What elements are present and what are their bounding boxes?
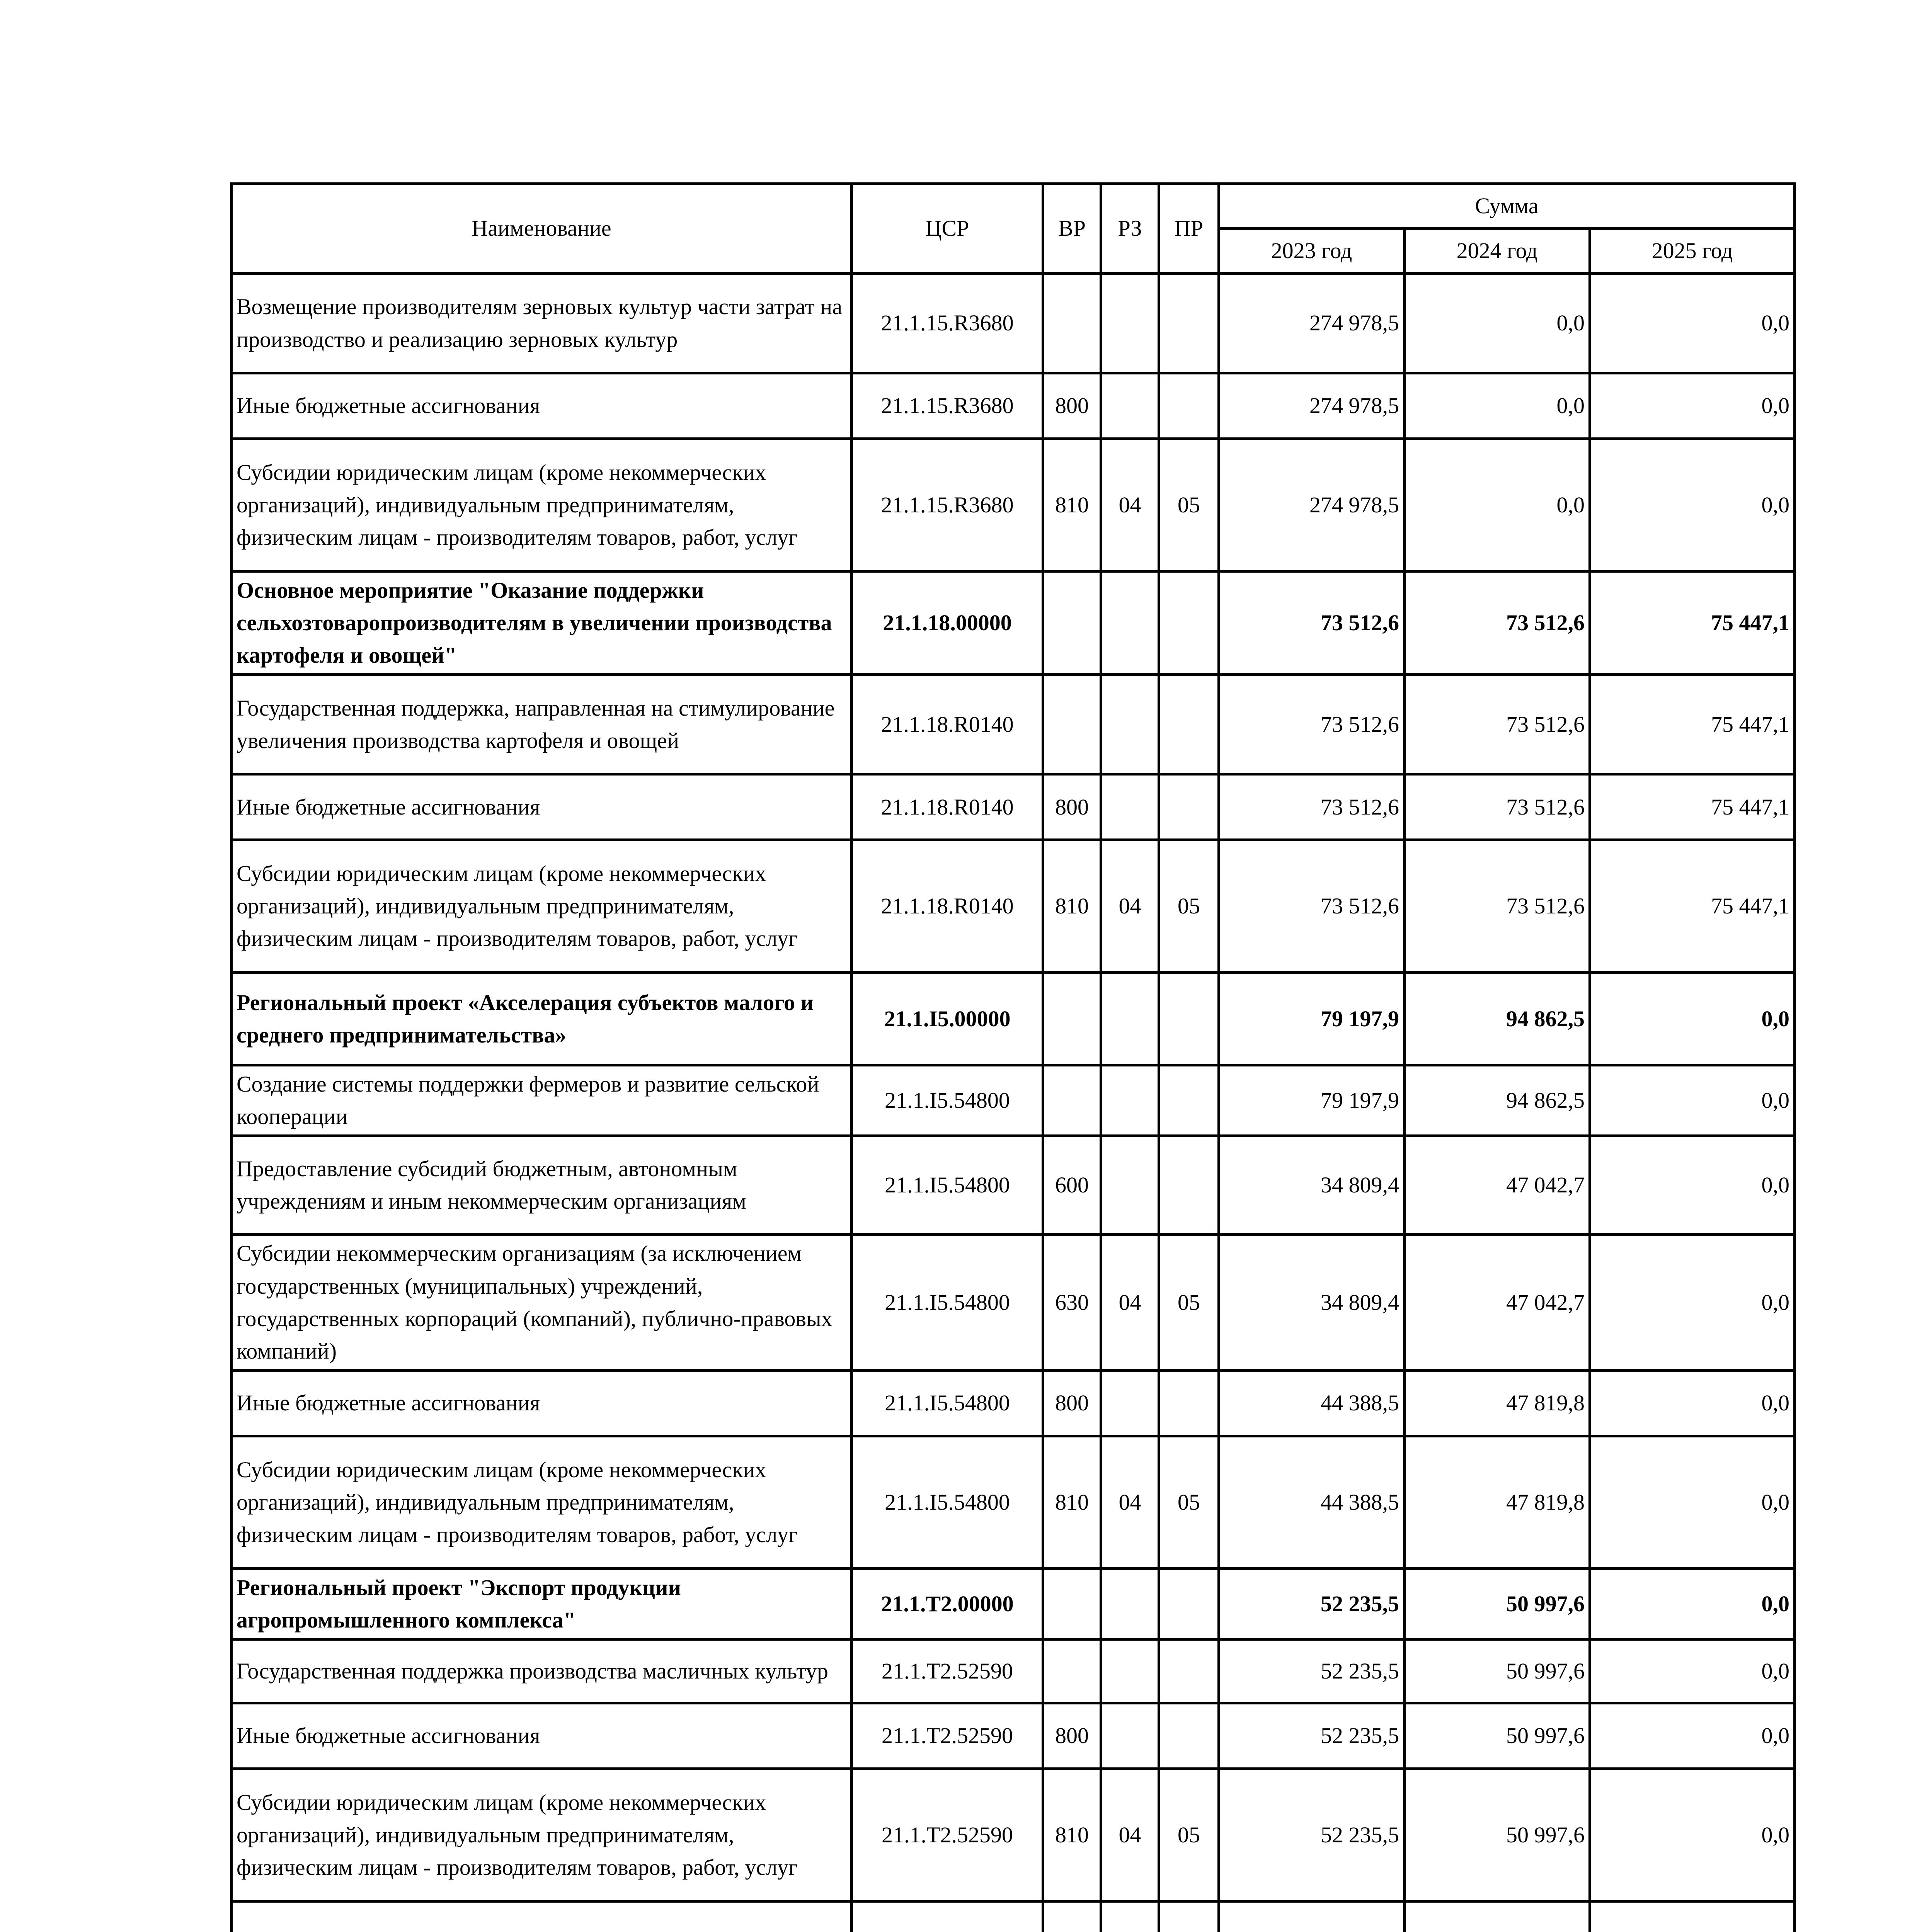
header-name: Наименование [232,184,852,274]
table-row [232,1703,1795,1769]
row-rz [1101,1901,1159,1932]
table-row [232,1436,1795,1568]
row-name: Региональный проект «Акселерация субъектов малого и среднего предпринимательства» [232,973,852,1065]
row-pr [1159,1136,1219,1235]
row-vr: 800 [1043,774,1101,840]
row-sum-2024: 73 512,6 [1405,774,1590,840]
row-name: Возмещение производителям зерновых культур части затрат на производство и реализацию зерновых культур [232,274,852,373]
row-csr: 21.1.I5.54800 [852,1065,1043,1136]
header-pr: ПР [1159,184,1219,274]
row-name: Иные бюджетные ассигнования [232,774,852,840]
row-name: Региональный проект "Экспорт продукции агропромышленного комплекса" [232,1568,852,1639]
row-csr: 21.1.I5.54800 [852,1370,1043,1436]
header-csr: ЦСР [852,184,1043,274]
row-sum-2025: 0,0 [1590,1769,1795,1901]
table-row [232,571,1795,675]
row-vr [1043,973,1101,1065]
row-sum-2024: 47 042,7 [1405,1136,1590,1235]
row-sum-2025: 75 447,1 [1590,840,1795,973]
header-year-2023: 2023 год [1219,229,1405,274]
row-vr: 810 [1043,1436,1101,1568]
row-name: Основное мероприятие "Оказание поддержки сельхозтоваропроизводителям в увеличении производства картофеля и овощей" [232,571,852,675]
row-rz [1101,973,1159,1065]
row-pr: 05 [1159,1235,1219,1370]
row-rz [1101,1568,1159,1639]
row-sum-2025: 0,0 [1590,274,1795,373]
row-vr: 630 [1043,1235,1101,1370]
row-sum-2025: 0,0 [1590,1436,1795,1568]
row-sum-2023: 73 512,6 [1219,675,1405,774]
row-sum-2023: 34 809,4 [1219,1235,1405,1370]
row-sum-2025: 0,0 [1590,439,1795,571]
row-sum-2025: 75 447,1 [1590,774,1795,840]
row-sum-2025 [1590,1901,1795,1932]
row-sum-2023: 52 235,5 [1219,1568,1405,1639]
row-pr [1159,1568,1219,1639]
row-csr: 21.1.I5.54800 [852,1436,1043,1568]
row-pr [1159,1901,1219,1932]
table-row [232,1136,1795,1235]
row-csr [852,1901,1043,1932]
table-row [232,774,1795,840]
row-name: Субсидии некоммерческим организациям (за исключением государственных (муниципальных) учреждений, государственных корпораций (компаний), публично-правовых компаний) [232,1235,852,1370]
row-csr: 21.1.I5.54800 [852,1235,1043,1370]
row-sum-2023: 44 388,5 [1219,1436,1405,1568]
row-vr: 800 [1043,1703,1101,1769]
header-year-2025: 2025 год [1590,229,1795,274]
row-pr [1159,373,1219,439]
row-csr: 21.1.T2.52590 [852,1703,1043,1769]
row-sum-2025: 0,0 [1590,1639,1795,1703]
row-csr: 21.1.15.R3680 [852,373,1043,439]
table-row [232,1769,1795,1901]
row-sum-2023: 73 512,6 [1219,840,1405,973]
row-pr: 05 [1159,840,1219,973]
row-sum-2025: 0,0 [1590,1568,1795,1639]
row-name: Государственная поддержка производства масличных культур [232,1639,852,1703]
row-csr: 21.1.15.R3680 [852,274,1043,373]
row-sum-2024: 73 512,6 [1405,675,1590,774]
row-sum-2024: 50 997,6 [1405,1703,1590,1769]
row-rz [1101,1065,1159,1136]
row-sum-2024: 50 997,6 [1405,1568,1590,1639]
row-sum-2024: 94 862,5 [1405,973,1590,1065]
row-sum-2023: 79 197,9 [1219,973,1405,1065]
header-sum: Сумма [1219,184,1795,229]
row-sum-2024: 47 819,8 [1405,1370,1590,1436]
table-row [232,274,1795,373]
row-vr [1043,1901,1101,1932]
table-row [232,840,1795,973]
budget-table [230,182,1796,1932]
row-sum-2023: 34 809,4 [1219,1136,1405,1235]
row-vr [1043,571,1101,675]
table-row [232,1639,1795,1703]
table-row [232,973,1795,1065]
row-csr: 21.1.T2.52590 [852,1639,1043,1703]
row-name [232,1901,852,1932]
table-row [232,675,1795,774]
row-sum-2025: 0,0 [1590,1370,1795,1436]
row-csr: 21.1.18.R0140 [852,675,1043,774]
row-rz [1101,774,1159,840]
row-sum-2023: 52 235,5 [1219,1703,1405,1769]
row-pr: 05 [1159,1436,1219,1568]
row-pr: 05 [1159,439,1219,571]
row-sum-2025: 0,0 [1590,373,1795,439]
header-vr: ВР [1043,184,1101,274]
row-vr: 800 [1043,1370,1101,1436]
row-sum-2025: 0,0 [1590,1136,1795,1235]
row-sum-2025: 75 447,1 [1590,571,1795,675]
row-vr: 800 [1043,373,1101,439]
row-pr [1159,774,1219,840]
table-row [232,1235,1795,1370]
row-pr [1159,1639,1219,1703]
row-csr: 21.1.18.R0140 [852,840,1043,973]
row-name: Государственная поддержка, направленная на стимулирование увеличения производства картофеля и овощей [232,675,852,774]
row-rz [1101,373,1159,439]
row-sum-2024: 0,0 [1405,439,1590,571]
row-rz [1101,1703,1159,1769]
row-rz [1101,1136,1159,1235]
row-sum-2023: 52 235,5 [1219,1639,1405,1703]
row-sum-2023 [1219,1901,1405,1932]
row-sum-2024: 47 042,7 [1405,1235,1590,1370]
row-vr: 600 [1043,1136,1101,1235]
row-sum-2024: 50 997,6 [1405,1639,1590,1703]
row-rz: 04 [1101,840,1159,973]
row-csr: 21.1.T2.52590 [852,1769,1043,1901]
row-csr: 21.1.15.R3680 [852,439,1043,571]
row-name: Предоставление субсидий бюджетным, автономным учреждениям и иным некоммерческим организациям [232,1136,852,1235]
header-year-2024: 2024 год [1405,229,1590,274]
row-sum-2024: 73 512,6 [1405,571,1590,675]
table-row [232,1370,1795,1436]
row-vr [1043,274,1101,373]
row-vr [1043,1639,1101,1703]
row-vr: 810 [1043,1769,1101,1901]
row-rz [1101,675,1159,774]
row-vr: 810 [1043,439,1101,571]
row-rz [1101,571,1159,675]
row-csr: 21.1.18.00000 [852,571,1043,675]
row-vr [1043,675,1101,774]
row-sum-2023: 79 197,9 [1219,1065,1405,1136]
table-row [232,1568,1795,1639]
table-row [232,439,1795,571]
row-csr: 21.1.18.R0140 [852,774,1043,840]
row-pr [1159,1370,1219,1436]
row-pr [1159,571,1219,675]
row-name: Иные бюджетные ассигнования [232,1370,852,1436]
row-sum-2025: 0,0 [1590,1235,1795,1370]
row-csr: 21.1.I5.00000 [852,973,1043,1065]
row-name: Создание системы поддержки фермеров и развитие сельской кооперации [232,1065,852,1136]
table-row [232,1901,1795,1932]
row-vr: 810 [1043,840,1101,973]
row-sum-2023: 44 388,5 [1219,1370,1405,1436]
row-sum-2023: 274 978,5 [1219,274,1405,373]
row-pr [1159,675,1219,774]
table-row [232,373,1795,439]
row-sum-2025: 75 447,1 [1590,675,1795,774]
row-rz [1101,1639,1159,1703]
row-pr [1159,1065,1219,1136]
row-rz: 04 [1101,1769,1159,1901]
table-row [232,1065,1795,1136]
row-sum-2024: 0,0 [1405,274,1590,373]
row-sum-2023: 73 512,6 [1219,774,1405,840]
row-name: Иные бюджетные ассигнования [232,1703,852,1769]
row-name: Субсидии юридическим лицам (кроме некоммерческих организаций), индивидуальным предпринимателям, физическим лицам - производителям товаров, работ, услуг [232,439,852,571]
row-name: Субсидии юридическим лицам (кроме некоммерческих организаций), индивидуальным предпринимателям, физическим лицам - производителям товаров, работ, услуг [232,1769,852,1901]
row-sum-2024 [1405,1901,1590,1932]
row-vr [1043,1065,1101,1136]
row-name: Субсидии юридическим лицам (кроме некоммерческих организаций), индивидуальным предпринимателям, физическим лицам - производителям товаров, работ, услуг [232,1436,852,1568]
row-sum-2023: 52 235,5 [1219,1769,1405,1901]
row-rz [1101,274,1159,373]
row-sum-2024: 94 862,5 [1405,1065,1590,1136]
row-sum-2024: 47 819,8 [1405,1436,1590,1568]
row-pr [1159,274,1219,373]
row-rz: 04 [1101,1235,1159,1370]
row-sum-2024: 0,0 [1405,373,1590,439]
row-name: Иные бюджетные ассигнования [232,373,852,439]
row-csr: 21.1.I5.54800 [852,1136,1043,1235]
row-pr [1159,1703,1219,1769]
header-rz: РЗ [1101,184,1159,274]
row-sum-2024: 73 512,6 [1405,840,1590,973]
row-sum-2025: 0,0 [1590,1703,1795,1769]
row-rz: 04 [1101,1436,1159,1568]
row-sum-2023: 73 512,6 [1219,571,1405,675]
row-name: Субсидии юридическим лицам (кроме некоммерческих организаций), индивидуальным предпринимателям, физическим лицам - производителям товаров, работ, услуг [232,840,852,973]
row-pr: 05 [1159,1769,1219,1901]
row-pr [1159,973,1219,1065]
row-rz: 04 [1101,439,1159,571]
row-sum-2023: 274 978,5 [1219,373,1405,439]
row-csr: 21.1.T2.00000 [852,1568,1043,1639]
row-sum-2024: 50 997,6 [1405,1769,1590,1901]
row-sum-2025: 0,0 [1590,1065,1795,1136]
row-sum-2025: 0,0 [1590,973,1795,1065]
row-vr [1043,1568,1101,1639]
row-rz [1101,1370,1159,1436]
row-sum-2023: 274 978,5 [1219,439,1405,571]
